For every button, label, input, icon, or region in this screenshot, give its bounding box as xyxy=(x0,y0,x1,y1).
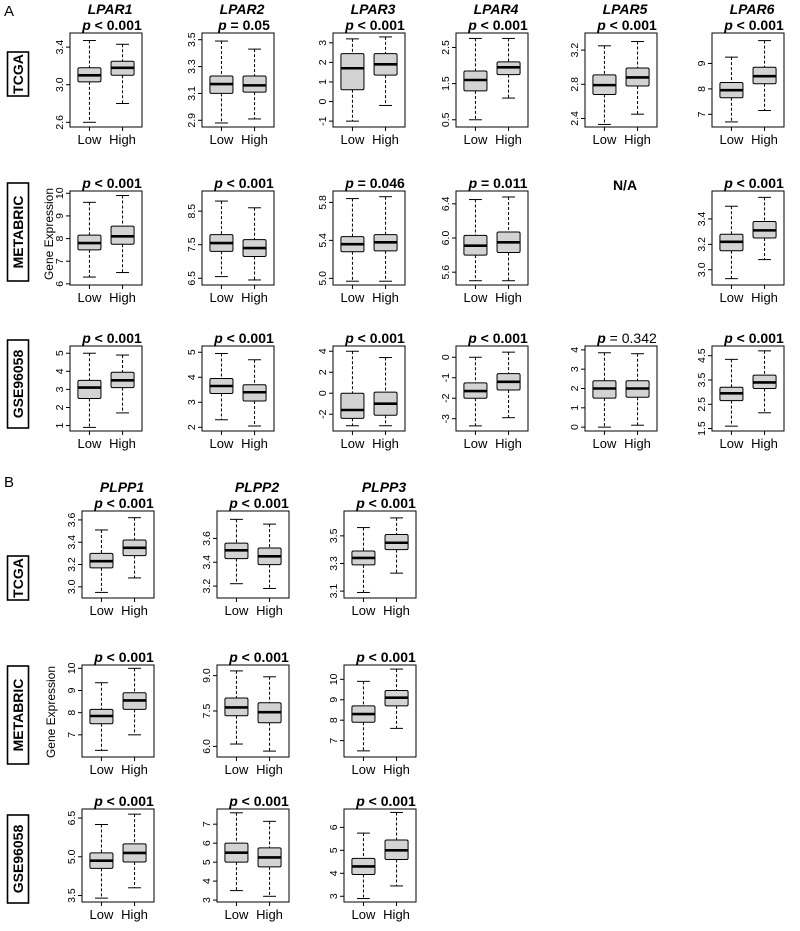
y-tick-label: 3.4 xyxy=(54,39,66,55)
p-value-label: p < 0.001 xyxy=(468,17,528,33)
y-tick-label: 4 xyxy=(54,368,66,375)
x-category-label-high: High xyxy=(751,290,778,305)
plot-b-plpp3-metabric xyxy=(328,649,416,777)
p-value-label: p < 0.001 xyxy=(94,495,154,511)
gene-title-plpp3: PLPP3 xyxy=(361,479,407,495)
plot-a-lpar1-metabric xyxy=(54,175,142,305)
cohort-label-gse96058-a xyxy=(8,340,29,428)
y-tick-label: 4 xyxy=(317,348,329,355)
x-category-label-low: Low xyxy=(719,132,744,147)
plot-b-plpp1-metabric xyxy=(66,649,154,777)
x-category-label-high: High xyxy=(241,436,268,451)
y-tick-label: 3.3 xyxy=(186,59,198,74)
y-tick-label: -2 xyxy=(317,409,329,419)
p-value-label: p < 0.001 xyxy=(597,17,657,33)
x-category-label-high: High xyxy=(624,132,651,147)
x-category-label-high: High xyxy=(372,132,399,147)
y-tick-label: 6 xyxy=(201,840,213,847)
y-tick-label: 3.5 xyxy=(66,888,78,903)
x-category-label-low: Low xyxy=(77,290,102,305)
plot-b-plpp2-gse96058 xyxy=(201,793,289,922)
y-tick-label: 5 xyxy=(186,349,198,356)
y-tick-label: 5 xyxy=(201,859,213,866)
y-tick-label: 4.5 xyxy=(696,348,708,364)
y-axis-title-b: Gene Expression xyxy=(44,665,58,759)
p-value-label: p < 0.001 xyxy=(82,17,142,33)
cohort-label-gse96058-b-text: GSE96058 xyxy=(10,824,26,894)
x-category-label-high: High xyxy=(256,762,283,777)
y-tick-label: 7.5 xyxy=(186,237,198,253)
y-tick-label: 3.0 xyxy=(696,262,708,278)
y-tick-label: 4 xyxy=(569,346,581,353)
y-tick-label: 2 xyxy=(186,424,198,431)
y-tick-label: 8.5 xyxy=(186,203,198,219)
gene-title-lpar3: LPAR3 xyxy=(350,1,396,17)
y-tick-label: 0.5 xyxy=(440,112,452,128)
x-category-label-low: Low xyxy=(77,132,102,147)
cohort-label-tcga-a xyxy=(8,52,29,96)
y-tick-label: 2 xyxy=(317,369,329,376)
x-category-label-low: Low xyxy=(77,436,102,451)
panel-label-a: A xyxy=(4,3,15,20)
x-category-label-low: Low xyxy=(224,762,249,777)
y-tick-label: 5.0 xyxy=(66,849,78,865)
p-value-label: p < 0.001 xyxy=(229,649,289,665)
x-category-label-high: High xyxy=(495,132,522,147)
y-tick-label: 3 xyxy=(54,386,66,393)
x-category-label-low: Low xyxy=(224,907,249,922)
x-category-label-high: High xyxy=(109,436,136,451)
y-tick-label: 3.6 xyxy=(201,531,213,546)
plot-a-lpar1-gse96058 xyxy=(54,330,142,451)
y-tick-label: 6.5 xyxy=(66,810,78,826)
y-tick-label: -1 xyxy=(440,373,452,383)
cohort-label-gse96058-b xyxy=(8,815,29,903)
gene-title-lpar6: LPAR6 xyxy=(729,1,775,17)
y-tick-label: 3.6 xyxy=(66,512,78,528)
plot-a-lpar5-tcga xyxy=(569,1,657,147)
x-category-label-low: Low xyxy=(89,907,114,922)
x-category-label-high: High xyxy=(383,762,410,777)
x-category-label-high: High xyxy=(256,907,283,922)
y-tick-label: 9 xyxy=(696,60,708,67)
p-value-label: p < 0.001 xyxy=(229,793,289,809)
gene-title-lpar1: LPAR1 xyxy=(87,1,133,17)
y-tick-label: 4 xyxy=(201,878,213,885)
p-value-label: p < 0.001 xyxy=(356,649,416,665)
p-value-label: p < 0.001 xyxy=(356,793,416,809)
y-tick-label: 3 xyxy=(569,366,581,373)
y-tick-label: 2 xyxy=(54,404,66,411)
x-category-label-low: Low xyxy=(340,132,365,147)
cohort-label-metabric-a xyxy=(8,183,29,281)
plot-a-lpar4-tcga xyxy=(440,1,528,147)
p-value-label: p < 0.001 xyxy=(94,793,154,809)
y-tick-label: 3.0 xyxy=(66,579,78,595)
p-value-label: p < 0.001 xyxy=(724,175,784,191)
y-tick-label: 1.5 xyxy=(440,76,452,91)
box-high-iqr xyxy=(243,76,266,92)
y-tick-label: 1.5 xyxy=(696,421,708,436)
p-value-label: p < 0.001 xyxy=(82,330,142,346)
gene-title-lpar2: LPAR2 xyxy=(219,1,265,17)
x-category-label-high: High xyxy=(495,436,522,451)
y-tick-label: 5.0 xyxy=(317,271,329,286)
x-category-label-low: Low xyxy=(719,436,744,451)
y-tick-label: 10 xyxy=(66,662,78,675)
plot-a-lpar6-metabric xyxy=(696,175,784,305)
cohort-label-metabric-a-text: METABRIC xyxy=(10,195,26,269)
plot-a-lpar6-gse96058 xyxy=(696,330,784,451)
gene-title-lpar5: LPAR5 xyxy=(602,1,648,17)
plot-a-lpar2-tcga xyxy=(186,1,274,147)
y-tick-label: 6.0 xyxy=(440,230,452,246)
x-category-label-high: High xyxy=(109,290,136,305)
y-tick-label: 5 xyxy=(54,350,66,357)
p-value-label: p < 0.001 xyxy=(724,17,784,33)
y-tick-label: -1 xyxy=(317,116,329,126)
box-low-iqr xyxy=(341,393,364,418)
p-value-label: p = 0.342 xyxy=(597,330,657,346)
box-low-iqr xyxy=(78,380,101,398)
y-tick-label: 4 xyxy=(328,870,340,877)
gene-title-lpar4: LPAR4 xyxy=(473,1,519,17)
plot-a-lpar3-metabric xyxy=(317,175,405,305)
plot-b-plpp2-metabric xyxy=(201,649,289,777)
x-category-label-high: High xyxy=(372,290,399,305)
y-tick-label: 0 xyxy=(317,390,329,397)
x-category-label-high: High xyxy=(121,907,148,922)
plot-a-lpar3-gse96058 xyxy=(317,330,405,451)
x-category-label-high: High xyxy=(383,907,410,922)
x-category-label-high: High xyxy=(121,762,148,777)
y-tick-label: 8 xyxy=(54,235,66,242)
plot-a-lpar3-tcga xyxy=(317,1,405,147)
cohort-label-tcga-a-text: TCGA xyxy=(10,54,26,94)
y-tick-label: 3.0 xyxy=(54,77,66,93)
p-value-label: p < 0.001 xyxy=(229,495,289,511)
y-tick-label: 3 xyxy=(317,39,329,46)
y-tick-label: 6.0 xyxy=(201,739,213,754)
y-tick-label: 0 xyxy=(440,354,452,361)
box-low-iqr xyxy=(341,54,364,90)
y-tick-label: 2 xyxy=(569,385,581,392)
plot-a-lpar6-tcga xyxy=(696,1,784,147)
x-category-label-high: High xyxy=(241,290,268,305)
y-tick-label: 9.0 xyxy=(201,668,213,683)
y-tick-label: 5 xyxy=(328,847,340,854)
p-value-label: p = 0.046 xyxy=(345,175,405,191)
x-category-label-high: High xyxy=(121,603,148,618)
x-category-label-low: Low xyxy=(351,762,376,777)
y-tick-label: 3.2 xyxy=(66,557,78,572)
p-value-label: p < 0.001 xyxy=(345,330,405,346)
x-category-label-high: High xyxy=(372,436,399,451)
plot-a-lpar4-gse96058 xyxy=(440,330,528,451)
x-category-label-high: High xyxy=(256,603,283,618)
y-tick-label: 2 xyxy=(317,59,329,66)
y-tick-label: 3.1 xyxy=(186,86,198,101)
y-tick-label: -2 xyxy=(440,393,452,403)
x-category-label-low: Low xyxy=(89,762,114,777)
x-category-label-low: Low xyxy=(89,603,114,618)
y-tick-label: 3.4 xyxy=(696,211,708,227)
gene-title-plpp1: PLPP1 xyxy=(99,479,145,495)
x-category-label-low: Low xyxy=(463,132,488,147)
y-tick-label: 2.8 xyxy=(569,76,581,92)
x-category-label-low: Low xyxy=(340,290,365,305)
plot-a-lpar4-metabric xyxy=(440,175,528,305)
y-tick-label: 3.2 xyxy=(201,578,213,594)
y-tick-label: 8 xyxy=(66,709,78,716)
cohort-label-metabric-b xyxy=(8,666,29,764)
y-tick-label: 8 xyxy=(696,85,708,92)
y-tick-label: 3.4 xyxy=(201,554,213,570)
y-tick-label: 1 xyxy=(569,404,581,411)
y-tick-label: 7 xyxy=(66,731,78,738)
y-tick-label: 3.5 xyxy=(186,32,198,48)
na-label: N/A xyxy=(612,177,638,193)
y-tick-label: 6 xyxy=(328,824,340,831)
plot-b-plpp1-tcga xyxy=(66,479,154,618)
y-tick-label: 0 xyxy=(317,98,329,105)
x-category-label-low: Low xyxy=(340,436,365,451)
y-tick-label: -3 xyxy=(440,414,452,424)
gene-title-plpp2: PLPP2 xyxy=(234,479,280,495)
y-axis-title-a: Gene Expression xyxy=(42,187,56,281)
p-value-label: p < 0.001 xyxy=(94,649,154,665)
plot-b-plpp2-tcga xyxy=(201,479,289,618)
y-tick-label: 7 xyxy=(54,258,66,265)
y-tick-label: 2.4 xyxy=(569,111,581,126)
y-tick-label: 7 xyxy=(328,737,340,744)
y-tick-label: 4 xyxy=(186,374,198,381)
y-tick-label: 1 xyxy=(54,422,66,429)
p-value-label: p < 0.001 xyxy=(214,330,274,346)
y-tick-label: 7 xyxy=(696,111,708,118)
y-tick-label: 3.4 xyxy=(66,534,78,550)
x-category-label-low: Low xyxy=(209,290,234,305)
p-value-label: p < 0.001 xyxy=(214,175,274,191)
x-category-label-low: Low xyxy=(592,436,617,451)
y-tick-label: 7 xyxy=(201,821,213,828)
y-tick-label: 8 xyxy=(328,717,340,724)
plot-a-lpar1-tcga xyxy=(54,1,142,147)
x-category-label-high: High xyxy=(109,132,136,147)
x-category-label-low: Low xyxy=(209,436,234,451)
y-tick-label: 3 xyxy=(328,893,340,900)
p-value-label: p = 0.011 xyxy=(468,175,528,191)
y-tick-label: 6.5 xyxy=(186,270,198,286)
plot-a-lpar5-metabric xyxy=(613,177,637,193)
x-category-label-high: High xyxy=(383,603,410,618)
y-tick-label: 9 xyxy=(328,696,340,703)
plot-b-plpp3-tcga xyxy=(328,479,416,618)
y-tick-label: 3.2 xyxy=(696,237,708,252)
y-tick-label: 2.5 xyxy=(696,396,708,412)
y-tick-label: 5.6 xyxy=(440,264,452,280)
y-tick-label: 2.6 xyxy=(54,114,66,130)
panel-label-b: B xyxy=(4,474,15,491)
y-tick-label: 2.5 xyxy=(440,40,452,55)
y-tick-label: 5.4 xyxy=(317,233,329,248)
y-tick-label: 3.1 xyxy=(328,583,340,599)
y-tick-label: 1 xyxy=(317,79,329,85)
x-category-label-high: High xyxy=(751,436,778,451)
y-tick-label: 3.3 xyxy=(328,556,340,571)
cohort-label-metabric-b-text: METABRIC xyxy=(10,678,26,752)
y-tick-label: 3 xyxy=(201,897,213,904)
p-value-label: p < 0.001 xyxy=(356,495,416,511)
plot-a-lpar2-gse96058 xyxy=(186,330,274,451)
y-tick-label: 6 xyxy=(54,280,66,287)
x-category-label-low: Low xyxy=(351,603,376,618)
y-tick-label: 9 xyxy=(66,687,78,694)
x-category-label-high: High xyxy=(241,132,268,147)
x-category-label-low: Low xyxy=(224,603,249,618)
x-category-label-low: Low xyxy=(463,290,488,305)
plot-b-plpp3-gse96058 xyxy=(328,793,416,922)
plot-a-lpar2-metabric xyxy=(186,175,274,305)
y-tick-label: 0 xyxy=(569,424,581,431)
y-tick-label: 10 xyxy=(54,187,66,200)
x-category-label-low: Low xyxy=(592,132,617,147)
x-category-label-low: Low xyxy=(209,132,234,147)
y-tick-label: 3.5 xyxy=(328,528,340,544)
cohort-label-tcga-b xyxy=(8,556,29,600)
y-tick-label: 6.4 xyxy=(440,196,452,212)
y-tick-label: 5.8 xyxy=(317,195,329,210)
p-value-label: p < 0.001 xyxy=(82,175,142,191)
plot-b-plpp1-gse96058 xyxy=(66,793,154,922)
x-category-label-high: High xyxy=(495,290,522,305)
y-tick-label: 3 xyxy=(186,399,198,406)
y-tick-label: 10 xyxy=(328,673,340,686)
p-value-label: p < 0.001 xyxy=(468,330,528,346)
x-category-label-low: Low xyxy=(719,290,744,305)
x-category-label-high: High xyxy=(751,132,778,147)
y-tick-label: 2.9 xyxy=(186,112,198,128)
x-category-label-low: Low xyxy=(351,907,376,922)
x-category-label-high: High xyxy=(624,436,651,451)
p-value-label: p < 0.001 xyxy=(345,17,405,33)
y-tick-label: 9 xyxy=(54,212,66,219)
p-value-label: p < 0.001 xyxy=(724,330,784,346)
y-tick-label: 3.2 xyxy=(569,42,581,58)
cohort-label-gse96058-a-text: GSE96058 xyxy=(10,349,26,419)
plot-a-lpar5-gse96058 xyxy=(569,330,657,451)
y-tick-label: 7.5 xyxy=(201,703,213,719)
y-tick-label: 3.5 xyxy=(696,372,708,388)
p-value-label: p = 0.05 xyxy=(218,17,270,33)
x-category-label-low: Low xyxy=(463,436,488,451)
cohort-label-tcga-b-text: TCGA xyxy=(10,558,26,598)
